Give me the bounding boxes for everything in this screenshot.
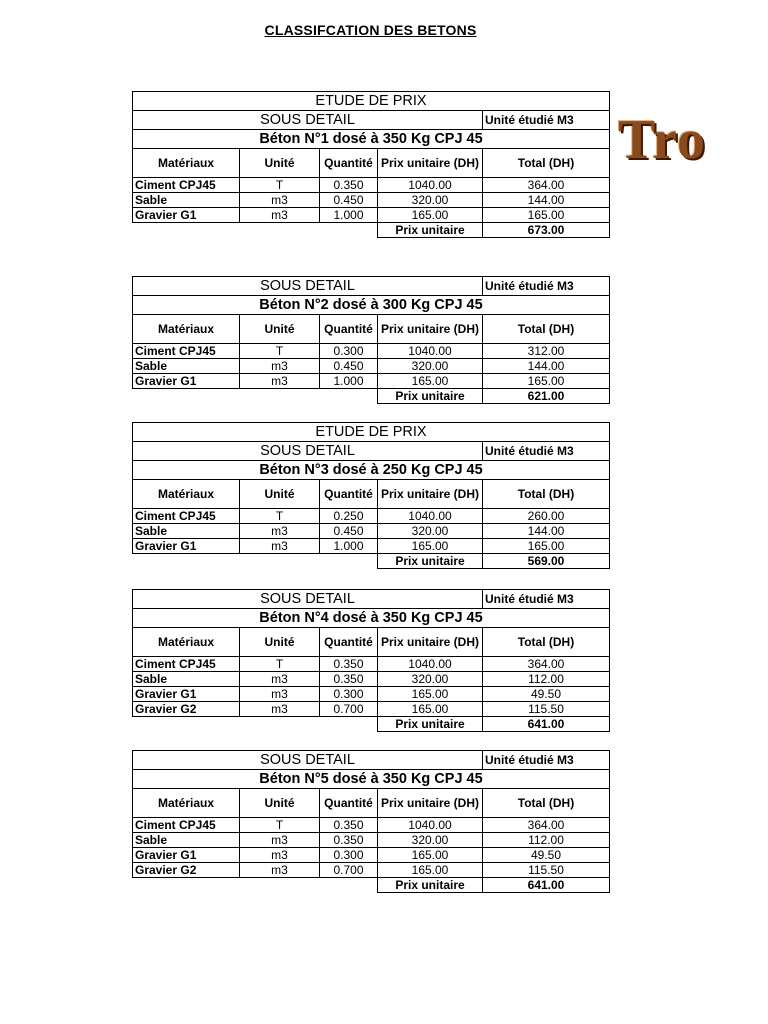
cell-quantite: 1.000 xyxy=(320,374,378,389)
col-total: Total (DH) xyxy=(483,149,610,178)
cell-total: 112.00 xyxy=(483,833,610,848)
cell-prix: 320.00 xyxy=(378,524,483,539)
document-title: CLASSIFCATION DES BETONS xyxy=(264,22,477,38)
table-row xyxy=(133,833,610,848)
cell-total: 165.00 xyxy=(483,539,610,554)
etude-heading: ETUDE DE PRIX xyxy=(133,92,610,111)
beton-title: Béton N°1 dosé à 350 Kg CPJ 45 xyxy=(133,130,610,149)
cell-total: 364.00 xyxy=(483,178,610,193)
cell-quantite: 1.000 xyxy=(320,539,378,554)
footer-spacer xyxy=(133,878,378,893)
sous-detail-heading: SOUS DETAIL xyxy=(133,590,483,609)
logo xyxy=(618,112,768,168)
table-row xyxy=(133,178,610,193)
table-row xyxy=(133,848,610,863)
cell-quantite: 0.300 xyxy=(320,687,378,702)
col-materiaux: Matériaux xyxy=(133,789,240,818)
cell-unite: m3 xyxy=(240,524,320,539)
cell-total: 115.50 xyxy=(483,702,610,717)
cell-unite: T xyxy=(240,657,320,672)
prix-unitaire-row xyxy=(133,389,610,404)
cell-prix: 320.00 xyxy=(378,193,483,208)
beton-title-row xyxy=(133,461,610,480)
cell-unite: m3 xyxy=(240,359,320,374)
cell-prix: 165.00 xyxy=(378,863,483,878)
cell-quantite: 0.350 xyxy=(320,657,378,672)
etude-row xyxy=(133,423,610,442)
cell-prix: 165.00 xyxy=(378,848,483,863)
cell-quantite: 0.300 xyxy=(320,344,378,359)
cell-prix: 1040.00 xyxy=(378,818,483,833)
prix-unitaire-total: 569.00 xyxy=(483,554,610,569)
table-row xyxy=(133,344,610,359)
col-quantite: Quantité xyxy=(320,789,378,818)
cell-unite: m3 xyxy=(240,863,320,878)
prix-unitaire-label: Prix unitaire xyxy=(378,717,483,732)
col-total: Total (DH) xyxy=(483,789,610,818)
col-prix-unitaire: Prix unitaire (DH) xyxy=(378,315,483,344)
cell-materiau: Ciment CPJ45 xyxy=(133,178,240,193)
cell-unite: T xyxy=(240,818,320,833)
col-total: Total (DH) xyxy=(483,315,610,344)
footer-spacer xyxy=(133,717,378,732)
col-total: Total (DH) xyxy=(483,628,610,657)
cell-quantite: 0.450 xyxy=(320,524,378,539)
cell-materiau: Ciment CPJ45 xyxy=(133,509,240,524)
col-prix-unitaire: Prix unitaire (DH) xyxy=(378,789,483,818)
price-table xyxy=(132,91,610,238)
sous-detail-row xyxy=(133,277,610,296)
col-unite: Unité xyxy=(240,789,320,818)
cell-total: 144.00 xyxy=(483,193,610,208)
col-total: Total (DH) xyxy=(483,480,610,509)
beton-title: Béton N°2 dosé à 300 Kg CPJ 45 xyxy=(133,296,610,315)
unite-etudie-label: Unité étudié M3 xyxy=(483,442,610,461)
beton-title-row xyxy=(133,770,610,789)
cell-materiau: Ciment CPJ45 xyxy=(133,657,240,672)
cell-prix: 165.00 xyxy=(378,687,483,702)
prix-unitaire-total: 641.00 xyxy=(483,878,610,893)
cell-materiau: Sable xyxy=(133,524,240,539)
cell-quantite: 0.250 xyxy=(320,509,378,524)
prix-unitaire-row xyxy=(133,878,610,893)
col-quantite: Quantité xyxy=(320,628,378,657)
cell-materiau: Sable xyxy=(133,833,240,848)
unite-etudie-label: Unité étudié M3 xyxy=(483,277,610,296)
table-row xyxy=(133,359,610,374)
cell-materiau: Gravier G2 xyxy=(133,702,240,717)
col-prix-unitaire: Prix unitaire (DH) xyxy=(378,480,483,509)
prix-unitaire-total: 673.00 xyxy=(483,223,610,238)
col-materiaux: Matériaux xyxy=(133,480,240,509)
unite-etudie-label: Unité étudié M3 xyxy=(483,751,610,770)
table-row xyxy=(133,539,610,554)
sous-detail-row xyxy=(133,751,610,770)
beton-title: Béton N°4 dosé à 350 Kg CPJ 45 xyxy=(133,609,610,628)
cell-unite: T xyxy=(240,509,320,524)
cell-quantite: 0.350 xyxy=(320,818,378,833)
cell-prix: 165.00 xyxy=(378,374,483,389)
col-materiaux: Matériaux xyxy=(133,628,240,657)
table-row xyxy=(133,863,610,878)
table-row xyxy=(133,524,610,539)
sous-detail-heading: SOUS DETAIL xyxy=(133,442,483,461)
cell-total: 112.00 xyxy=(483,672,610,687)
cell-materiau: Sable xyxy=(133,359,240,374)
cell-quantite: 0.450 xyxy=(320,359,378,374)
col-quantite: Quantité xyxy=(320,315,378,344)
col-unite: Unité xyxy=(240,315,320,344)
cell-materiau: Gravier G1 xyxy=(133,687,240,702)
col-prix-unitaire: Prix unitaire (DH) xyxy=(378,628,483,657)
cell-quantite: 0.450 xyxy=(320,193,378,208)
cell-unite: m3 xyxy=(240,702,320,717)
sous-detail-heading: SOUS DETAIL xyxy=(133,751,483,770)
cell-prix: 165.00 xyxy=(378,702,483,717)
cell-quantite: 0.350 xyxy=(320,178,378,193)
cell-total: 260.00 xyxy=(483,509,610,524)
cell-unite: m3 xyxy=(240,848,320,863)
unite-etudie-label: Unité étudié M3 xyxy=(483,111,610,130)
cell-quantite: 0.350 xyxy=(320,672,378,687)
cell-materiau: Gravier G1 xyxy=(133,539,240,554)
column-header-row xyxy=(133,628,610,657)
col-unite: Unité xyxy=(240,628,320,657)
sous-detail-row xyxy=(133,111,610,130)
footer-spacer xyxy=(133,389,378,404)
prix-unitaire-row xyxy=(133,554,610,569)
col-quantite: Quantité xyxy=(320,149,378,178)
cell-prix: 165.00 xyxy=(378,208,483,223)
cell-total: 312.00 xyxy=(483,344,610,359)
sous-detail-row xyxy=(133,590,610,609)
table-row xyxy=(133,509,610,524)
sous-detail-row xyxy=(133,442,610,461)
sous-detail-heading: SOUS DETAIL xyxy=(133,277,483,296)
cell-materiau: Gravier G2 xyxy=(133,863,240,878)
footer-spacer xyxy=(133,554,378,569)
cell-materiau: Ciment CPJ45 xyxy=(133,344,240,359)
cell-quantite: 1.000 xyxy=(320,208,378,223)
cell-unite: m3 xyxy=(240,539,320,554)
cell-total: 49.50 xyxy=(483,687,610,702)
beton-title-row xyxy=(133,296,610,315)
col-materiaux: Matériaux xyxy=(133,315,240,344)
price-table xyxy=(132,422,610,569)
cell-total: 364.00 xyxy=(483,818,610,833)
prix-unitaire-total: 641.00 xyxy=(483,717,610,732)
price-table xyxy=(132,276,610,404)
cell-prix: 1040.00 xyxy=(378,344,483,359)
cell-unite: m3 xyxy=(240,672,320,687)
cell-quantite: 0.700 xyxy=(320,863,378,878)
cell-unite: m3 xyxy=(240,687,320,702)
footer-spacer xyxy=(133,223,378,238)
beton-title: Béton N°3 dosé à 250 Kg CPJ 45 xyxy=(133,461,610,480)
prix-unitaire-row xyxy=(133,223,610,238)
column-header-row xyxy=(133,480,610,509)
column-header-row xyxy=(133,789,610,818)
cell-quantite: 0.300 xyxy=(320,848,378,863)
price-table xyxy=(132,750,610,893)
table-row xyxy=(133,687,610,702)
cell-materiau: Sable xyxy=(133,193,240,208)
cell-total: 115.50 xyxy=(483,863,610,878)
cell-prix: 1040.00 xyxy=(378,509,483,524)
cell-unite: m3 xyxy=(240,833,320,848)
cell-total: 144.00 xyxy=(483,524,610,539)
cell-prix: 1040.00 xyxy=(378,657,483,672)
cell-materiau: Gravier G1 xyxy=(133,848,240,863)
cell-unite: T xyxy=(240,344,320,359)
price-table xyxy=(132,589,610,732)
prix-unitaire-label: Prix unitaire xyxy=(378,223,483,238)
column-header-row xyxy=(133,149,610,178)
cell-materiau: Ciment CPJ45 xyxy=(133,818,240,833)
cell-prix: 320.00 xyxy=(378,672,483,687)
cell-materiau: Gravier G1 xyxy=(133,374,240,389)
cell-total: 165.00 xyxy=(483,208,610,223)
etude-heading: ETUDE DE PRIX xyxy=(133,423,610,442)
beton-title-row xyxy=(133,609,610,628)
cell-materiau: Sable xyxy=(133,672,240,687)
cell-quantite: 0.700 xyxy=(320,702,378,717)
cell-unite: m3 xyxy=(240,374,320,389)
cell-prix: 320.00 xyxy=(378,359,483,374)
unite-etudie-label: Unité étudié M3 xyxy=(483,590,610,609)
sous-detail-heading: SOUS DETAIL xyxy=(133,111,483,130)
cell-prix: 165.00 xyxy=(378,539,483,554)
cell-total: 165.00 xyxy=(483,374,610,389)
cell-materiau: Gravier G1 xyxy=(133,208,240,223)
prix-unitaire-total: 621.00 xyxy=(483,389,610,404)
col-materiaux: Matériaux xyxy=(133,149,240,178)
prix-unitaire-row xyxy=(133,717,610,732)
table-row xyxy=(133,657,610,672)
cell-unite: T xyxy=(240,178,320,193)
prix-unitaire-label: Prix unitaire xyxy=(378,389,483,404)
col-unite: Unité xyxy=(240,149,320,178)
cell-prix: 320.00 xyxy=(378,833,483,848)
cell-total: 49.50 xyxy=(483,848,610,863)
cell-total: 364.00 xyxy=(483,657,610,672)
col-unite: Unité xyxy=(240,480,320,509)
logo-text: Tro xyxy=(618,112,707,168)
etude-row xyxy=(133,92,610,111)
col-quantite: Quantité xyxy=(320,480,378,509)
beton-title-row xyxy=(133,130,610,149)
table-row xyxy=(133,208,610,223)
prix-unitaire-label: Prix unitaire xyxy=(378,878,483,893)
table-row xyxy=(133,672,610,687)
table-row xyxy=(133,702,610,717)
column-header-row xyxy=(133,315,610,344)
cell-quantite: 0.350 xyxy=(320,833,378,848)
beton-title: Béton N°5 dosé à 350 Kg CPJ 45 xyxy=(133,770,610,789)
table-row xyxy=(133,374,610,389)
table-row xyxy=(133,193,610,208)
cell-unite: m3 xyxy=(240,208,320,223)
prix-unitaire-label: Prix unitaire xyxy=(378,554,483,569)
table-row xyxy=(133,818,610,833)
cell-total: 144.00 xyxy=(483,359,610,374)
col-prix-unitaire: Prix unitaire (DH) xyxy=(378,149,483,178)
cell-unite: m3 xyxy=(240,193,320,208)
cell-prix: 1040.00 xyxy=(378,178,483,193)
